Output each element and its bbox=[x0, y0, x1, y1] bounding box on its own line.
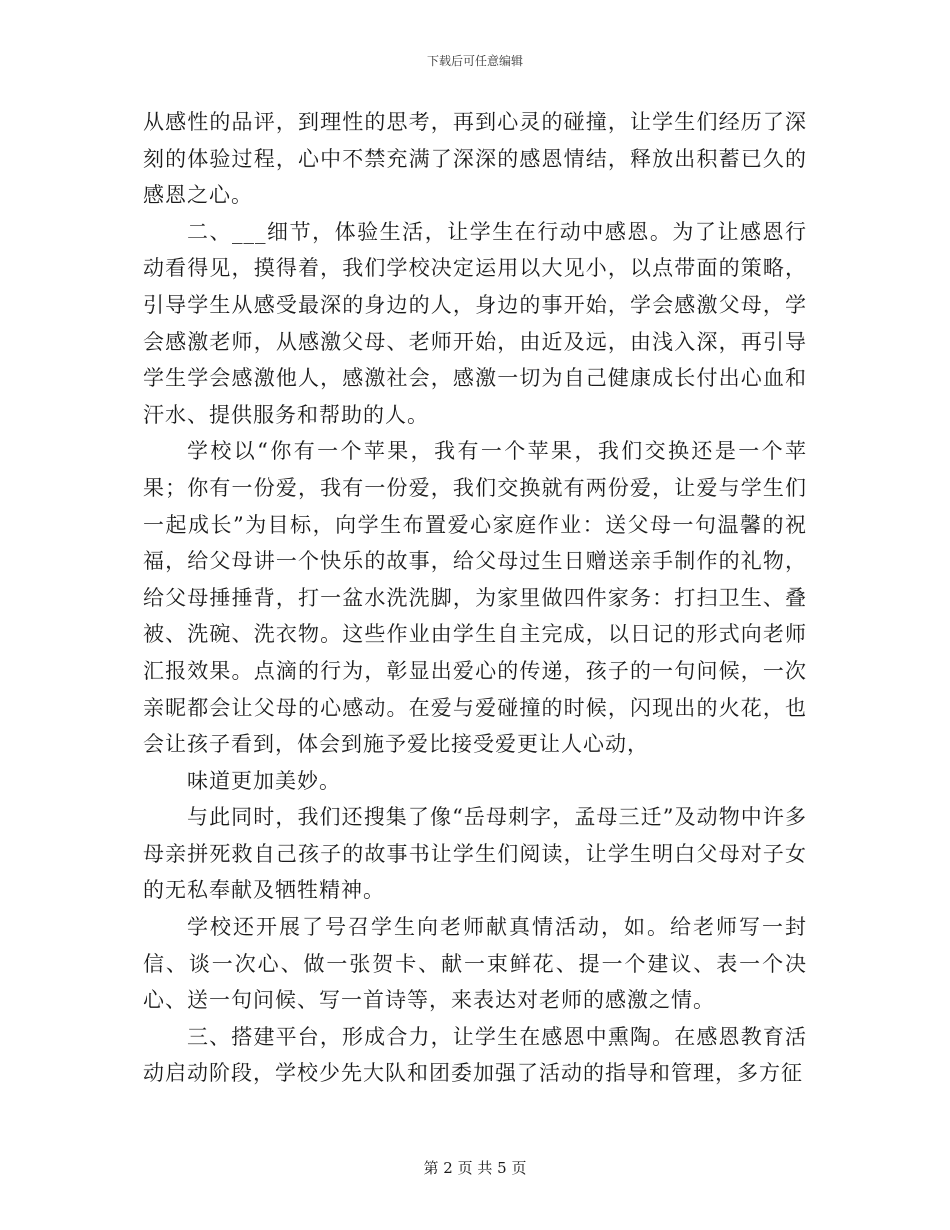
header-note: 下载后可任意编辑 bbox=[426, 54, 523, 68]
page-number-footer: 第 2 页 共 5 页 bbox=[423, 1159, 527, 1177]
paragraph-5: 与此同时，我们还搜集了像“岳母刺字，孟母三迁”及动物中许多母亲拼死救自己孩子的故事书让学生们阅读，让学生明白父母对子女的无私奉献及牺牲精神。 bbox=[143, 805, 807, 903]
paragraph-2: 二、___细节，体验生活，让学生在行动中感恩。为了让感恩行动看得见，摸得着，我们学校决定运用以大见小，以点带面的策略，引导学生从感受最深的身边的人，身边的事开始，学会感激父母，学会感激老师，从感激父母、老师开始，由近及远，由浅入深，再引导学生学会感激他人，感激社会，感激一切为自己健康成长付出心血和汗水、提供服务和帮助的人。 bbox=[143, 219, 807, 427]
paragraph-6: 学校还开展了号召学生向老师献真情活动，如。给老师写一封信、谈一次心、做一张贺卡、献一束鲜花、提一个建议、表一个决心、送一句问候、写一首诗等，来表达对老师的感激之情。 bbox=[143, 915, 807, 1013]
document-body bbox=[143, 104, 807, 1092]
paragraph-7: 三、搭建平台，形成合力，让学生在感恩中熏陶。在感恩教育活动启动阶段，学校少先大队和团委加强了活动的指导和管理，多方征 bbox=[143, 1024, 807, 1086]
paragraph-3: 学校以“你有一个苹果，我有一个苹果，我们交换还是一个苹果；你有一份爱，我有一份爱，我们交换就有两份爱，让爱与学生们一起成长”为目标，向学生布置爱心家庭作业：送父母一句温馨的祝福，给父母讲一个快乐的故事，给父母过生日赠送亲手制作的礼物，给父母捶捶背，打一盆水洗洗脚，为家里做四件家务：打扫卫生、叠被、洗碗、洗衣物。这些作业由学生自主完成，以日记的形式向老师汇报效果。点滴的行为，彰显出爱心的传递，孩子的一句问候，一次亲昵都会让父母的心感动。在爱与爱碰撞的时候，闪现出的火花，也会让孩子看到，体会到施予爱比接受爱更让人心动， bbox=[143, 439, 807, 757]
paragraph-4: 味道更加美妙。 bbox=[187, 768, 341, 793]
paragraph-1: 从感性的品评，到理性的思考，再到心灵的碰撞，让学生们经历了深刻的体验过程，心中不禁充满了深深的感恩情结，释放出积蓄已久的感恩之心。 bbox=[143, 110, 807, 208]
